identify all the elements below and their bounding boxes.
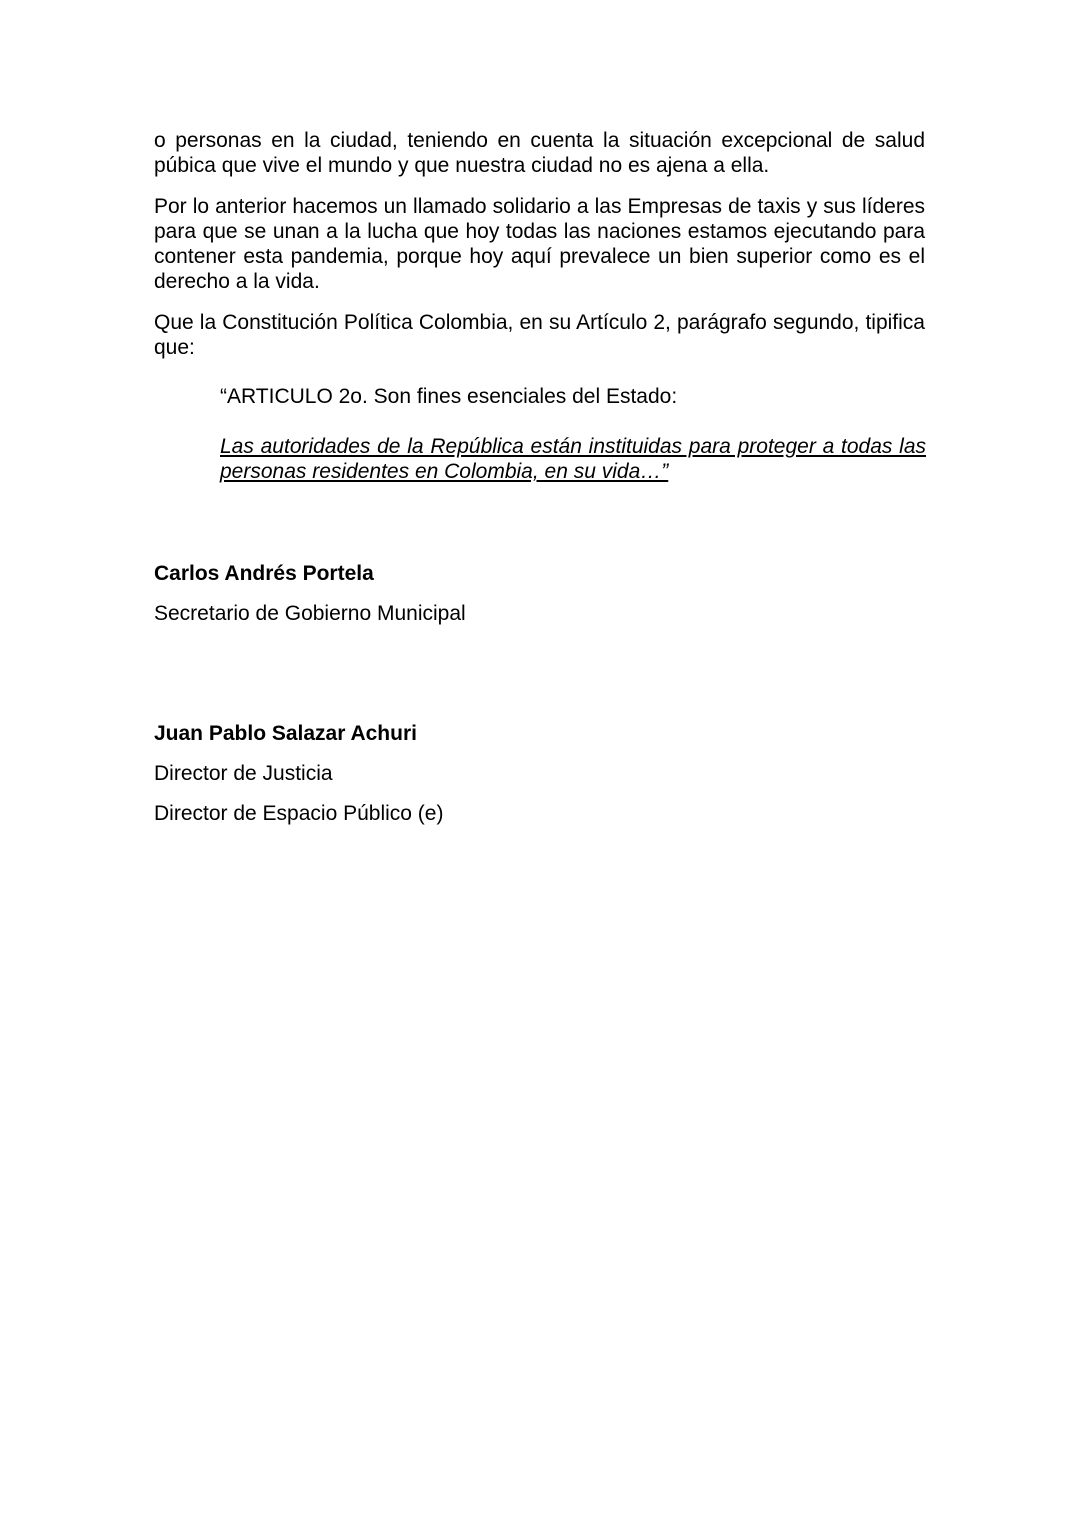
paragraph-health-situation: o personas en la ciudad, teniendo en cuenta la situación excepcional de salud púbica que vive el mundo y que nuestra ciudad no es ajena a ella.	[154, 129, 925, 177]
signature-title-1: Secretario de Gobierno Municipal	[154, 602, 466, 625]
quote-text: Las autoridades de la República están instituidas para proteger a todas las personas residentes en Colombia, en su vida…”	[220, 435, 926, 483]
paragraph-constitution-reference: Que la Constitución Política Colombia, en su Artículo 2, parágrafo segundo, tipifica que:	[154, 311, 925, 359]
quote-heading: “ARTICULO 2o. Son fines esenciales del Estado:	[220, 385, 678, 408]
paragraph-solidarity-call: Por lo anterior hacemos un llamado solidario a las Empresas de taxis y sus líderes para que se unan a la lucha que hoy todas las naciones estamos ejecutando para contener esta pandemia, porque hoy aquí prevalece un bien superior como es el derecho a la vida.	[154, 195, 925, 293]
signature-title-2b: Director de Espacio Público (e)	[154, 802, 444, 825]
signature-name-1: Carlos Andrés Portela	[154, 562, 374, 585]
signature-name-2: Juan Pablo Salazar Achuri	[154, 722, 417, 745]
signature-title-2a: Director de Justicia	[154, 762, 333, 785]
